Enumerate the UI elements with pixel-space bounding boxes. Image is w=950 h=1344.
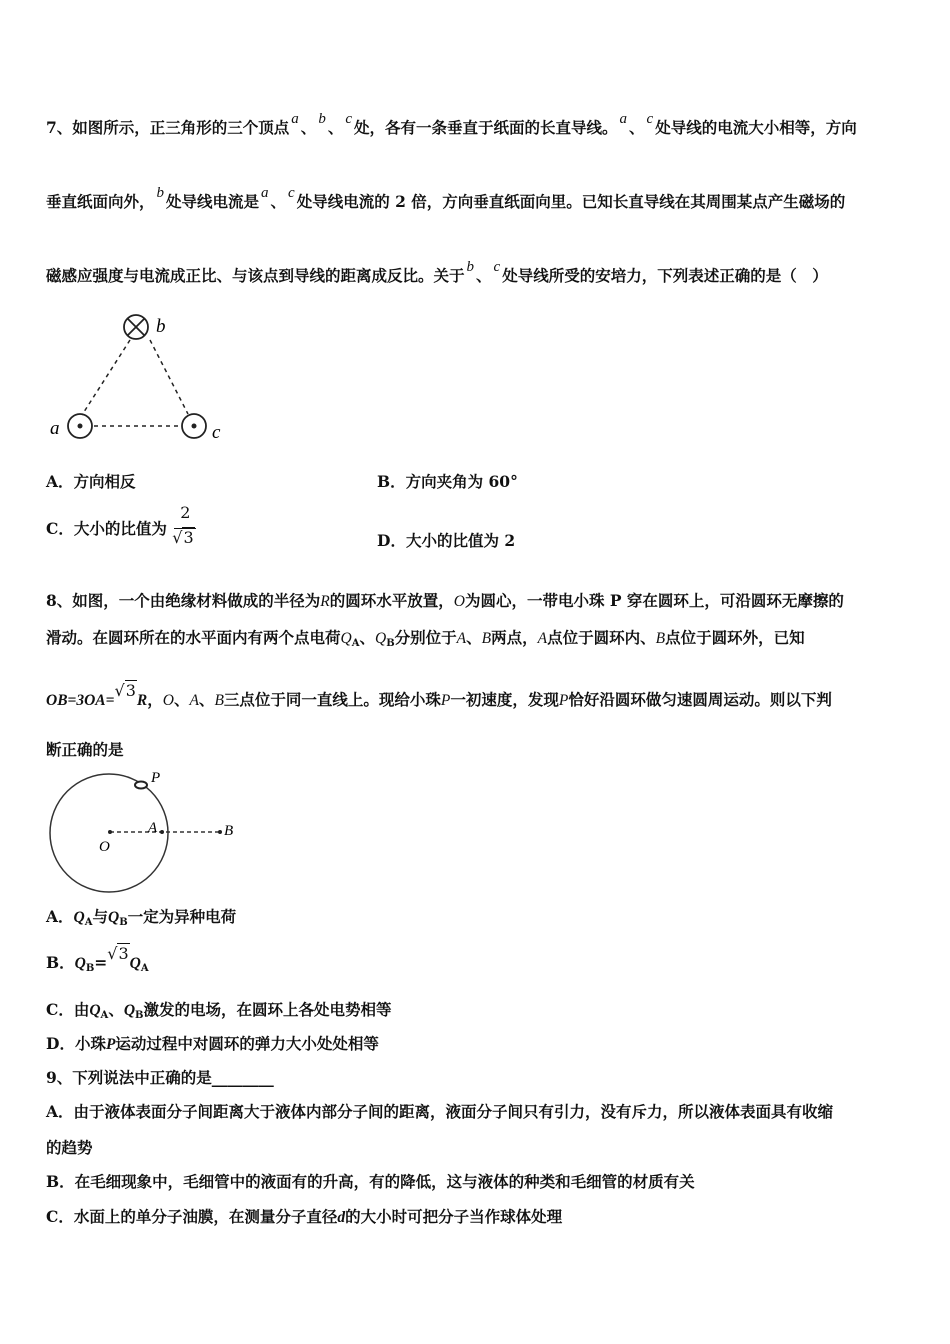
point-a	[160, 830, 164, 834]
q7-option-b[interactable]: B．方向夹角为 60°	[377, 472, 518, 491]
fraction-2-over-sqrt3: $\frac{2}{√3}$	[172, 506, 198, 550]
label-b: B	[224, 823, 234, 839]
sqrt3: √3	[114, 681, 136, 700]
sqrt3: √3	[107, 944, 129, 963]
q9-option-b[interactable]: B．在毛细现象中，毛细管中的液面有的升高，有的降低，这与液体的种类和毛细管的材质有关	[46, 1172, 695, 1191]
triangle-edge-bc	[150, 340, 188, 414]
q8-option-d[interactable]: D．小珠P运动过程中对圆环的弹力大小处处相等	[46, 1034, 379, 1053]
q8-option-b[interactable]: B．QB=√3QA	[46, 944, 149, 974]
q7-stem-line-2: 垂直纸面向外， b 处导线电流是 a 、 c 处导线电流的 2 倍，方向垂直纸面向里。已知长直导线在其周围某点产生磁场的	[46, 185, 846, 211]
label-a: A	[148, 820, 158, 836]
q9-stem: 9、下列说法中正确的是________	[46, 1068, 274, 1087]
q8-stem-line-2: 滑动。在圆环所在的水平面内有两个点电荷QA、QB分别位于A、B两点，A点位于圆环内、B点位于圆环外，已知	[46, 628, 805, 649]
q9-option-a[interactable]: A．由于液体表面分子间距离大于液体内部分子间的距离，液面分子间只有引力，没有斥力，所以液体表面具有收缩	[46, 1102, 834, 1121]
label-b: b	[156, 316, 166, 337]
bead-p-icon	[135, 782, 147, 789]
wire-c-out-of-page-icon	[182, 414, 206, 438]
q7-triangle-figure	[44, 310, 244, 450]
q9-option-a-cont: 的趋势	[46, 1138, 93, 1157]
point-b	[218, 830, 222, 834]
label-o: O	[99, 839, 110, 855]
q8-ring-figure	[44, 765, 264, 900]
q8-stem-line-1: 8、如图，一个由绝缘材料做成的半径为R的圆环水平放置，O为圆心，一带电小珠 P 穿在圆环上，可沿圆环无摩擦的	[46, 591, 844, 610]
q7-option-c[interactable]: C．大小的比值为 $\frac{2}{√3}$	[46, 506, 198, 550]
wire-b-into-page-icon	[124, 315, 148, 339]
q8-option-a[interactable]: A．QA与QB一定为异种电荷	[46, 907, 237, 928]
triangle-edge-ab	[82, 340, 130, 415]
label-c: c	[212, 422, 221, 443]
q8-option-c[interactable]: C．由QA、QB激发的电场，在圆环上各处电势相等	[46, 1000, 392, 1021]
point-o	[108, 830, 112, 834]
q9-option-c[interactable]: C．水面上的单分子油膜，在测量分子直径d的大小时可把分子当作球体处理	[46, 1207, 563, 1226]
q7-stem-line-1: 7、如图所示，正三角形的三个顶点 a 、 b 、 c 处，各有一条垂直于纸面的长直导线。 a 、 c 处导线的电流大小相等，方向	[46, 111, 857, 137]
q8-stem-line-3: OB=3OA=√3R，O、A、B三点位于同一直线上。现给小珠P一初速度，发现P恰好沿圆环做匀速圆周运动。则以下判	[46, 681, 832, 709]
q7-stem-line-3: 磁感应强度与电流成正比、与该点到导线的距离成反比。关于 b 、 c 处导线所受的安培力，下列表述正确的是（ ）	[46, 259, 828, 285]
label-p: P	[151, 770, 161, 786]
label-a: a	[50, 418, 60, 439]
q8-stem-line-4: 断正确的是	[46, 740, 124, 759]
q7-option-d[interactable]: D．大小的比值为 2	[377, 531, 516, 550]
wire-a-out-of-page-icon	[68, 414, 92, 438]
q7-option-a[interactable]: A．方向相反	[46, 472, 136, 491]
